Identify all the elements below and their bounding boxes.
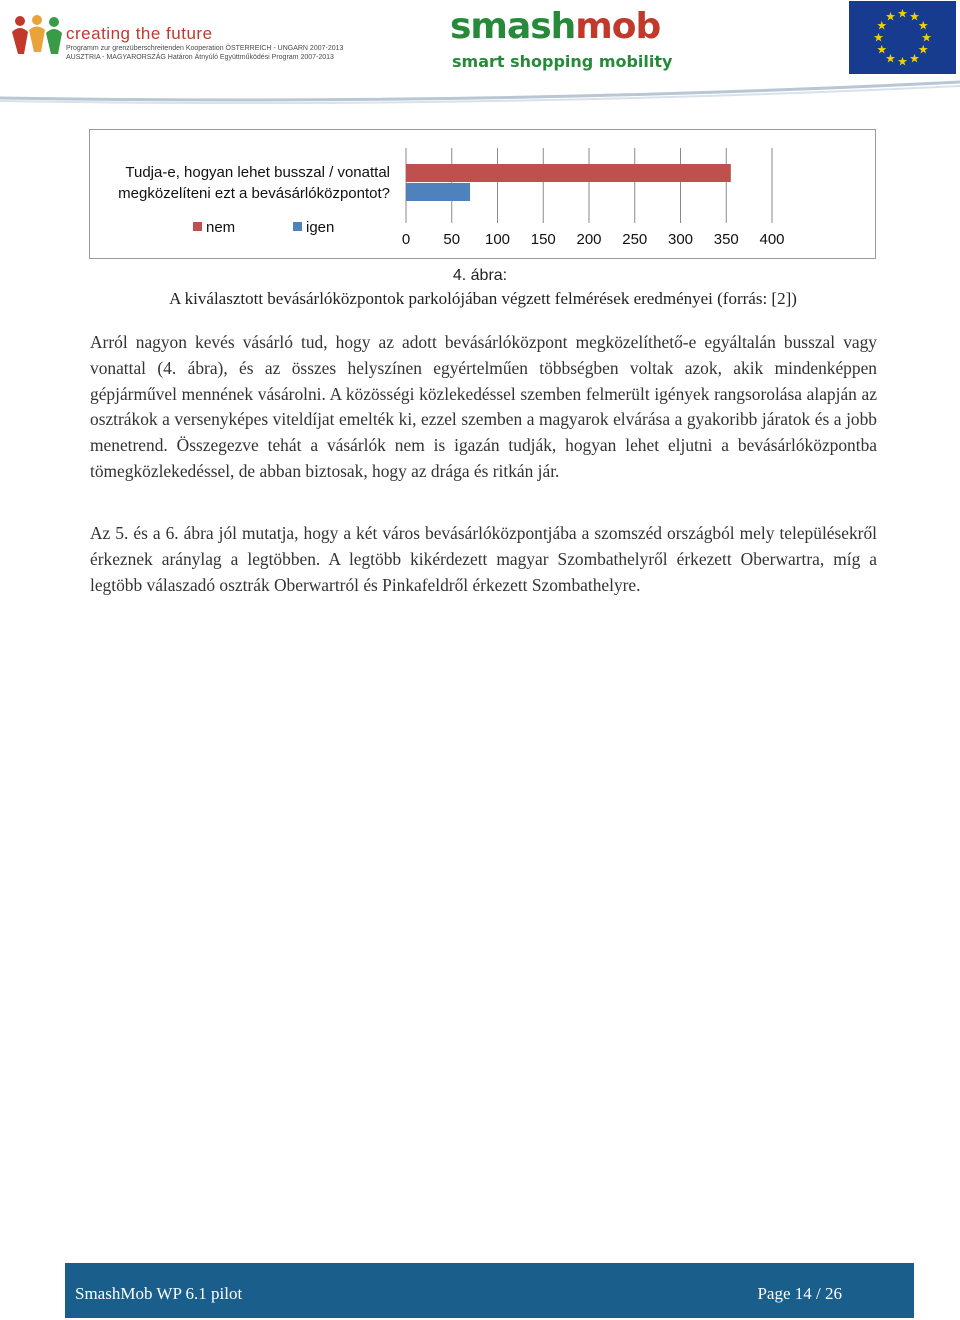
eu-star-icon: ★ xyxy=(885,9,896,24)
chart-x-tick-label: 50 xyxy=(443,231,461,248)
eu-star-icon: ★ xyxy=(909,51,920,66)
creating-the-future-logo xyxy=(10,14,344,64)
smashmob-tagline: smart shopping mobility xyxy=(452,52,673,71)
people-figures-icon xyxy=(10,14,66,58)
eu-star-icon: ★ xyxy=(917,42,929,57)
smashmob-wordmark-part2: mob xyxy=(575,6,661,47)
figure-caption-number: 4. ábra: xyxy=(452,267,508,284)
eu-star-icon: ★ xyxy=(885,51,896,66)
chart-x-tick-label: 300 xyxy=(667,231,694,248)
figure-caption-text: A kiválasztott bevásárlóközpontok parkolójában végzett felmérések eredményei (forrás: [2]) xyxy=(169,289,797,308)
eu-star-icon: ★ xyxy=(921,30,932,45)
smashmob-wordmark xyxy=(450,6,660,47)
figure-4-chart xyxy=(89,129,876,259)
chart-bar-igen xyxy=(406,183,470,201)
smashmob-wordmark-part1: smash xyxy=(450,6,576,47)
footer-page-number: Page 14 / 26 xyxy=(757,1284,842,1303)
eu-flag-icon xyxy=(849,1,956,74)
chart-x-tick-label: 150 xyxy=(530,231,556,248)
chart-category-label: Tudja-e, hogyan lehet busszal / vonattal megközelíteni ezt a bevásárlóközpontot? xyxy=(118,164,390,202)
chart-x-tick-label: 100 xyxy=(484,231,511,248)
chart-x-tick-label: 200 xyxy=(576,231,602,248)
body-paragraph-2: Az 5. és a 6. ábra jól mutatja, hogy a két város bevásárlóközpontjába a szomszéd országból mely településekről érkeznek aránylag a legtöbben. A legtöbb kikérdezett magyar Szombathelyről érkezett Oberwartra, míg a legtöbb válaszadó osztrák Oberwartról és Pinkafeldről érkezett Szombathelyre. xyxy=(90,523,877,595)
smashmob-logo xyxy=(450,6,673,76)
body-paragraph-1: Arról nagyon kevés vásárló tud, hogy az adott bevásárlóközpont megközelíthető-e egyáltalán busszal vagy vonattal (4. ábra), és az összes helyszínen egyértelműen többségben voltak azok, akik mindenképpen gépjárművel mennének vásárolni. A közösségi közlekedéssel szemben felmerült igények rangsorolása alapján az osztrákok a versenyképes viteldíjat emelték ki, ezzel szemben a magyarok elvárása a gyakoribb járatok és a jobb menetrend. Összegezve tehát a vásárlók nem is igazán tudják, hogyan lehet eljutni a bevásárlóközpontba tömegközlekedéssel, de abban biztosak, hogy az drága és ritkán jár. xyxy=(90,332,877,481)
chart-plot-area xyxy=(90,130,877,260)
eu-star-icon: ★ xyxy=(917,18,929,33)
chart-x-tick-label: 0 xyxy=(401,231,411,248)
legend-label-igen: igen xyxy=(306,219,335,236)
eu-star-icon: ★ xyxy=(876,42,888,57)
ctf-title: creating the future xyxy=(66,24,213,43)
header-divider-curve xyxy=(0,78,960,104)
page-footer xyxy=(65,1263,914,1318)
eu-star-icon: ★ xyxy=(873,30,884,45)
ctf-program-line-2: AUSZTRIA - MAGYARORSZÁG Határon Átnyúló Együttműködési Program 2007-2013 xyxy=(66,54,334,61)
eu-star-icon: ★ xyxy=(876,18,888,33)
chart-x-tick-label: 350 xyxy=(713,231,739,248)
eu-star-icon: ★ xyxy=(909,9,920,24)
chart-bar-nem xyxy=(406,164,731,182)
legend-label-nem: nem xyxy=(206,219,236,236)
footer-project-label: SmashMob WP 6.1 pilot xyxy=(75,1284,243,1303)
eu-star-icon: ★ xyxy=(897,6,908,21)
ctf-program-line-1: Programm zur grenzüberschreitenden Kooperation ÖSTERREICH - UNGARN 2007-2013 xyxy=(66,45,344,52)
eu-star-icon: ★ xyxy=(897,54,908,69)
page-header xyxy=(0,0,960,104)
chart-x-tick-label: 250 xyxy=(622,231,648,248)
chart-x-tick-label: 400 xyxy=(759,231,785,248)
